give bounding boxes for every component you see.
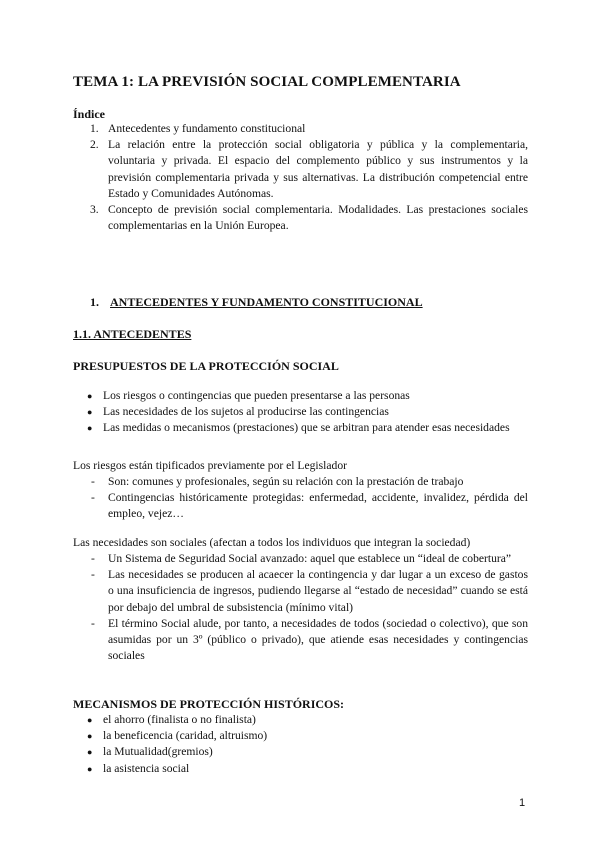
index-item xyxy=(73,202,528,234)
list-item xyxy=(73,474,528,490)
list-item xyxy=(73,388,533,404)
list-item-text: la Mutualidad(gremios) xyxy=(103,745,213,759)
presupuestos-list xyxy=(73,388,533,437)
dash-icon: - xyxy=(91,568,95,582)
bullet-icon: ● xyxy=(87,407,93,418)
bullet-icon: ● xyxy=(87,715,93,725)
list-item-text: El término Social alude, por tanto, a necesidades de todos (sociedad o colectivo), que son asumidas por un 3º (público o privado), que atiende esas necesidades y contingencias sociales xyxy=(108,616,528,663)
dash-icon: - xyxy=(91,552,95,565)
list-item xyxy=(73,551,528,567)
index-item-text: La relación entre la protección social obligatoria y pública y la complementaria, voluntaria y privada. El espacio del complemento público y sus instrumentos y la previsión complementaria privada y sus alternativas. La distribución competencial entre Estado y Comunidades Autónomas. xyxy=(108,138,528,200)
index-item-number: 2. xyxy=(90,138,99,152)
section-number: 1. xyxy=(90,295,99,309)
list-item-text: Las medidas o mecanismos (prestaciones) que se arbitran para atender esas necesidades xyxy=(103,421,510,435)
subsection-heading: 1.1. ANTECEDENTES xyxy=(73,327,192,341)
section-heading xyxy=(90,295,423,310)
bullet-icon: ● xyxy=(87,763,93,774)
index-item-text: Antecedentes y fundamento constitucional xyxy=(108,122,306,135)
list-item xyxy=(73,404,533,420)
list-item-text: Contingencias históricamente protegidas: enfermedad, accidente, invalidez, pérdida del empleo, vejez… xyxy=(108,491,528,521)
necesidades-list xyxy=(73,551,528,664)
dash-icon: - xyxy=(91,475,95,488)
bullet-icon: ● xyxy=(87,731,93,742)
bullet-icon: ● xyxy=(87,423,93,434)
mecanismos-list xyxy=(73,712,533,777)
index-item xyxy=(73,137,528,202)
index-heading: Índice xyxy=(73,107,106,121)
list-item-text: Las necesidades de los sujetos al producirse las contingencias xyxy=(103,405,389,419)
page-number: 1 xyxy=(519,797,526,809)
list-item xyxy=(73,744,533,760)
list-item-text: la asistencia social xyxy=(103,761,190,775)
dash-icon: - xyxy=(91,616,95,630)
riesgos-intro: Los riesgos están tipificados previamente por el Legislador xyxy=(73,459,347,472)
dash-icon: - xyxy=(91,491,95,505)
list-item-text: la beneficencia (caridad, altruismo) xyxy=(103,729,268,743)
bullet-icon: ● xyxy=(87,391,93,401)
list-item-text: el ahorro (finalista o no finalista) xyxy=(103,713,256,726)
list-item-text: Los riesgos o contingencias que pueden presentarse a las personas xyxy=(103,389,410,402)
presupuestos-heading: PRESUPUESTOS DE LA PROTECCIÓN SOCIAL xyxy=(73,359,339,373)
index-item-text: Concepto de previsión social complementaria. Modalidades. Las prestaciones sociales complementarias en la Unión Europea. xyxy=(108,203,528,233)
list-item xyxy=(73,761,533,777)
list-item xyxy=(73,567,528,616)
list-item xyxy=(73,490,528,522)
list-item-text: Son: comunes y profesionales, según su relación con la prestación de trabajo xyxy=(108,475,464,488)
list-item xyxy=(73,420,533,436)
list-item-text: Las necesidades se producen al acaecer la contingencia y dar lugar a un exceso de gastos o una insuficiencia de ingresos, pudiendo llegarse al “estado de necesidad” cuando se está por debajo del umbral de subsistencia (mínimo vital) xyxy=(108,568,528,614)
list-item xyxy=(73,712,533,728)
index-list xyxy=(73,121,528,234)
index-item-number: 1. xyxy=(90,122,99,135)
list-item xyxy=(73,728,533,744)
necesidades-intro: Las necesidades son sociales (afectan a todos los individuos que integran la sociedad) xyxy=(73,536,471,549)
mecanismos-heading: MECANISMOS DE PROTECCIÓN HISTÓRICOS: xyxy=(73,697,345,711)
document-title: TEMA 1: LA PREVISIÓN SOCIAL COMPLEMENTARIA xyxy=(73,74,461,90)
list-item xyxy=(73,616,528,665)
section-title: ANTECEDENTES Y FUNDAMENTO CONSTITUCIONAL xyxy=(110,295,423,309)
index-item-number: 3. xyxy=(90,203,99,217)
list-item-text: Un Sistema de Seguridad Social avanzado: aquel que establece un “ideal de cobertura” xyxy=(108,552,512,565)
bullet-icon: ● xyxy=(87,747,93,758)
index-item xyxy=(73,121,528,137)
riesgos-list xyxy=(73,474,528,523)
